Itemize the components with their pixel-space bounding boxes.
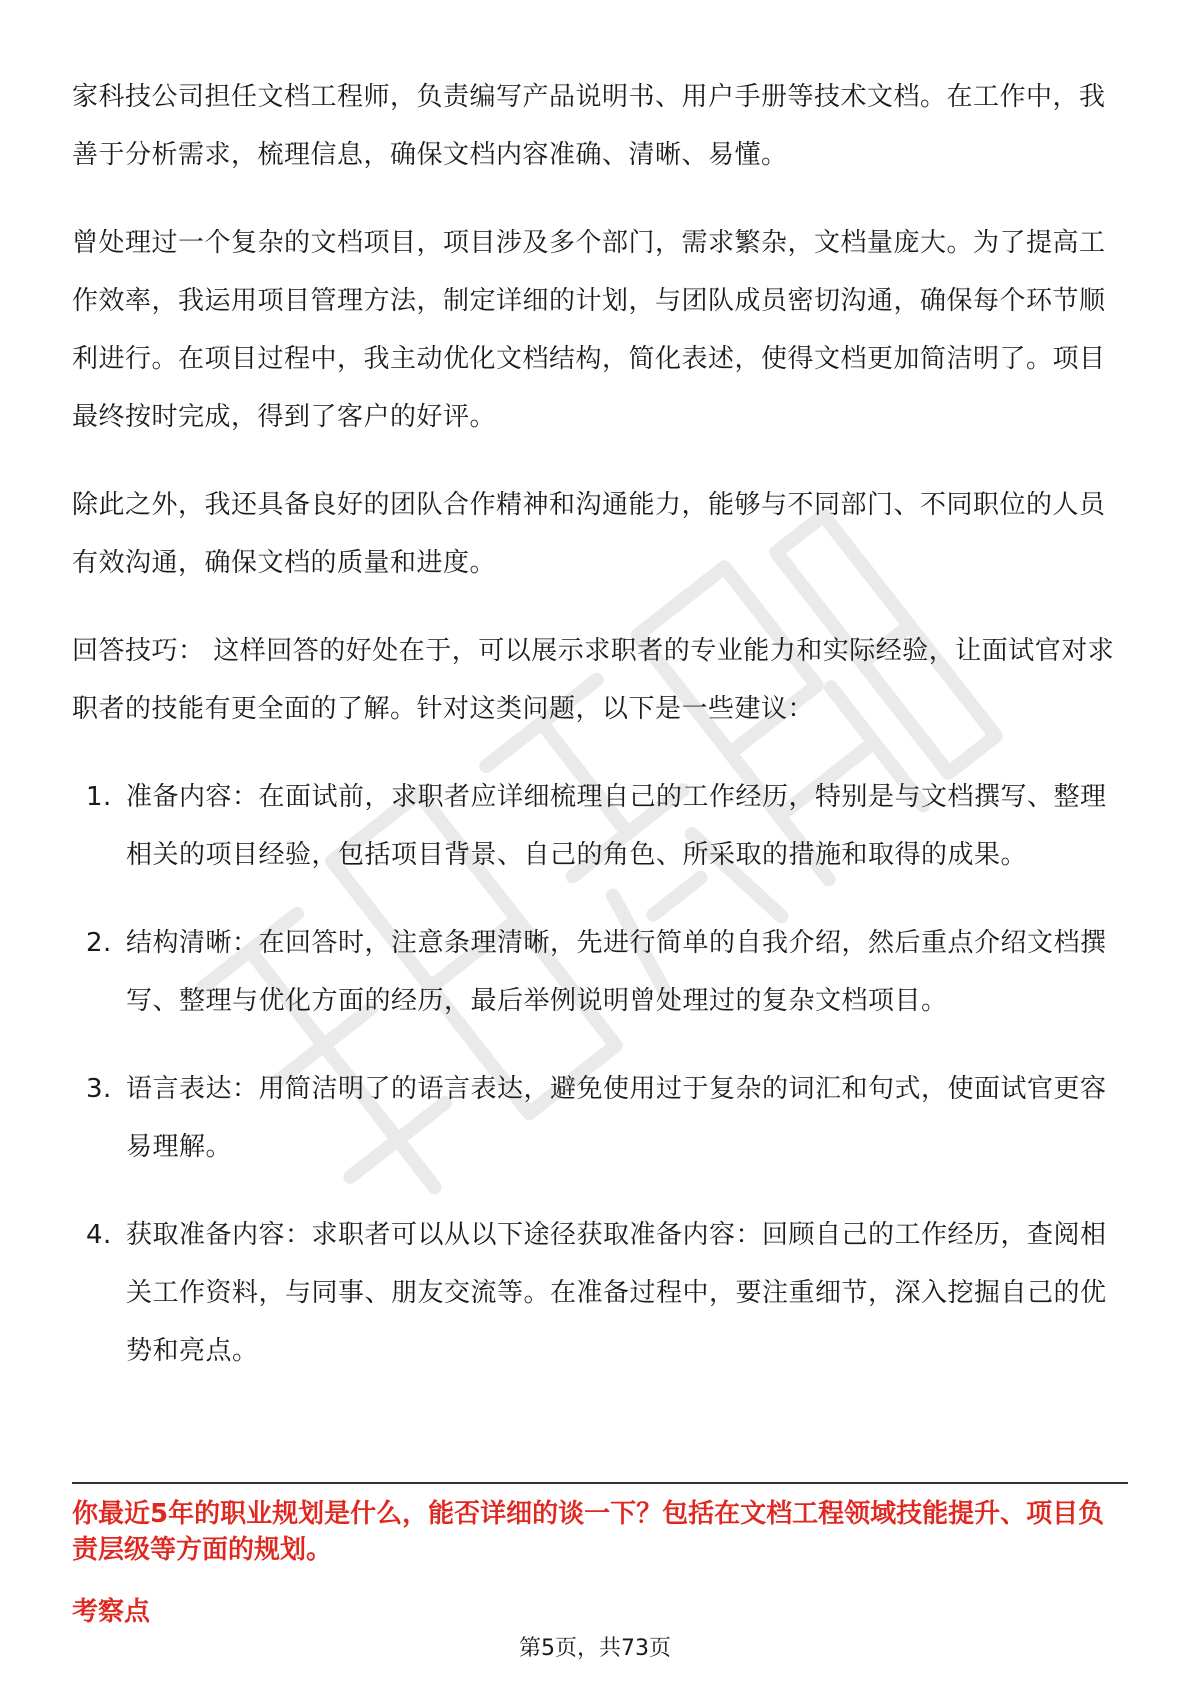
list-item (72, 1206, 1128, 1380)
subheading-focus-points: 考察点 (72, 1597, 151, 1627)
document-body (72, 68, 1128, 1410)
paragraph-project: 曾处理过一个复杂的文档项目，项目涉及多个部门，需求繁杂，文档量庞大。为了提高工作效率，我运用项目管理方法，制定详细的计划，与团队成员密切沟通，确保每个环节顺利进行。在项目过程中，我主动优化文档结构，简化表述，使得文档更加简洁明了。项目最终按时完成，得到了客户的好评。 (72, 228, 1106, 432)
list-item-text: 获取准备内容：求职者可以从以下途径获取准备内容：回顾自己的工作经历，查阅相关工作资料，与同事、朋友交流等。在准备过程中，要注重细节，深入挖掘自己的优势和亮点。 (126, 1220, 1107, 1366)
tips-list (72, 768, 1128, 1380)
page-number: 第5页，共73页 (519, 1636, 671, 1661)
list-item-text: 准备内容：在面试前，求职者应详细梳理自己的工作经历，特别是与文档撰写、整理相关的项目经验，包括项目背景、自己的角色、所采取的措施和取得的成果。 (126, 782, 1107, 870)
list-item (72, 1060, 1128, 1176)
paragraph-experience: 家科技公司担任文档工程师，负责编写产品说明书、用户手册等技术文档。在工作中，我善于分析需求，梳理信息，确保文档内容准确、清晰、易懂。 (72, 82, 1106, 170)
list-item-number: 2. (86, 928, 112, 958)
list-item-text: 结构清晰：在回答时，注意条理清晰，先进行简单的自我介绍，然后重点介绍文档撰写、整理与优化方面的经历，最后举例说明曾处理过的复杂文档项目。 (126, 928, 1107, 1016)
list-item (72, 768, 1128, 884)
section-divider (72, 1482, 1128, 1484)
list-item-number: 1. (86, 782, 112, 812)
list-item (72, 914, 1128, 1030)
paragraph-answer-tips: 回答技巧： 这样回答的好处在于，可以展示求职者的专业能力和实际经验，让面试官对求职者的技能有更全面的了解。针对这类问题，以下是一些建议： (72, 636, 1115, 724)
list-item-number: 4. (86, 1220, 112, 1250)
list-item-number: 3. (86, 1074, 112, 1104)
list-item-text: 语言表达：用简洁明了的语言表达，避免使用过于复杂的词汇和句式，使面试官更容易理解。 (126, 1074, 1107, 1162)
question-heading: 你最近5年的职业规划是什么，能否详细的谈一下？包括在文档工程领域技能提升、项目负责层级等方面的规划。 (72, 1499, 1105, 1565)
paragraph-teamwork: 除此之外，我还具备良好的团队合作精神和沟通能力，能够与不同部门、不同职位的人员有效沟通，确保文档的质量和进度。 (72, 490, 1106, 578)
